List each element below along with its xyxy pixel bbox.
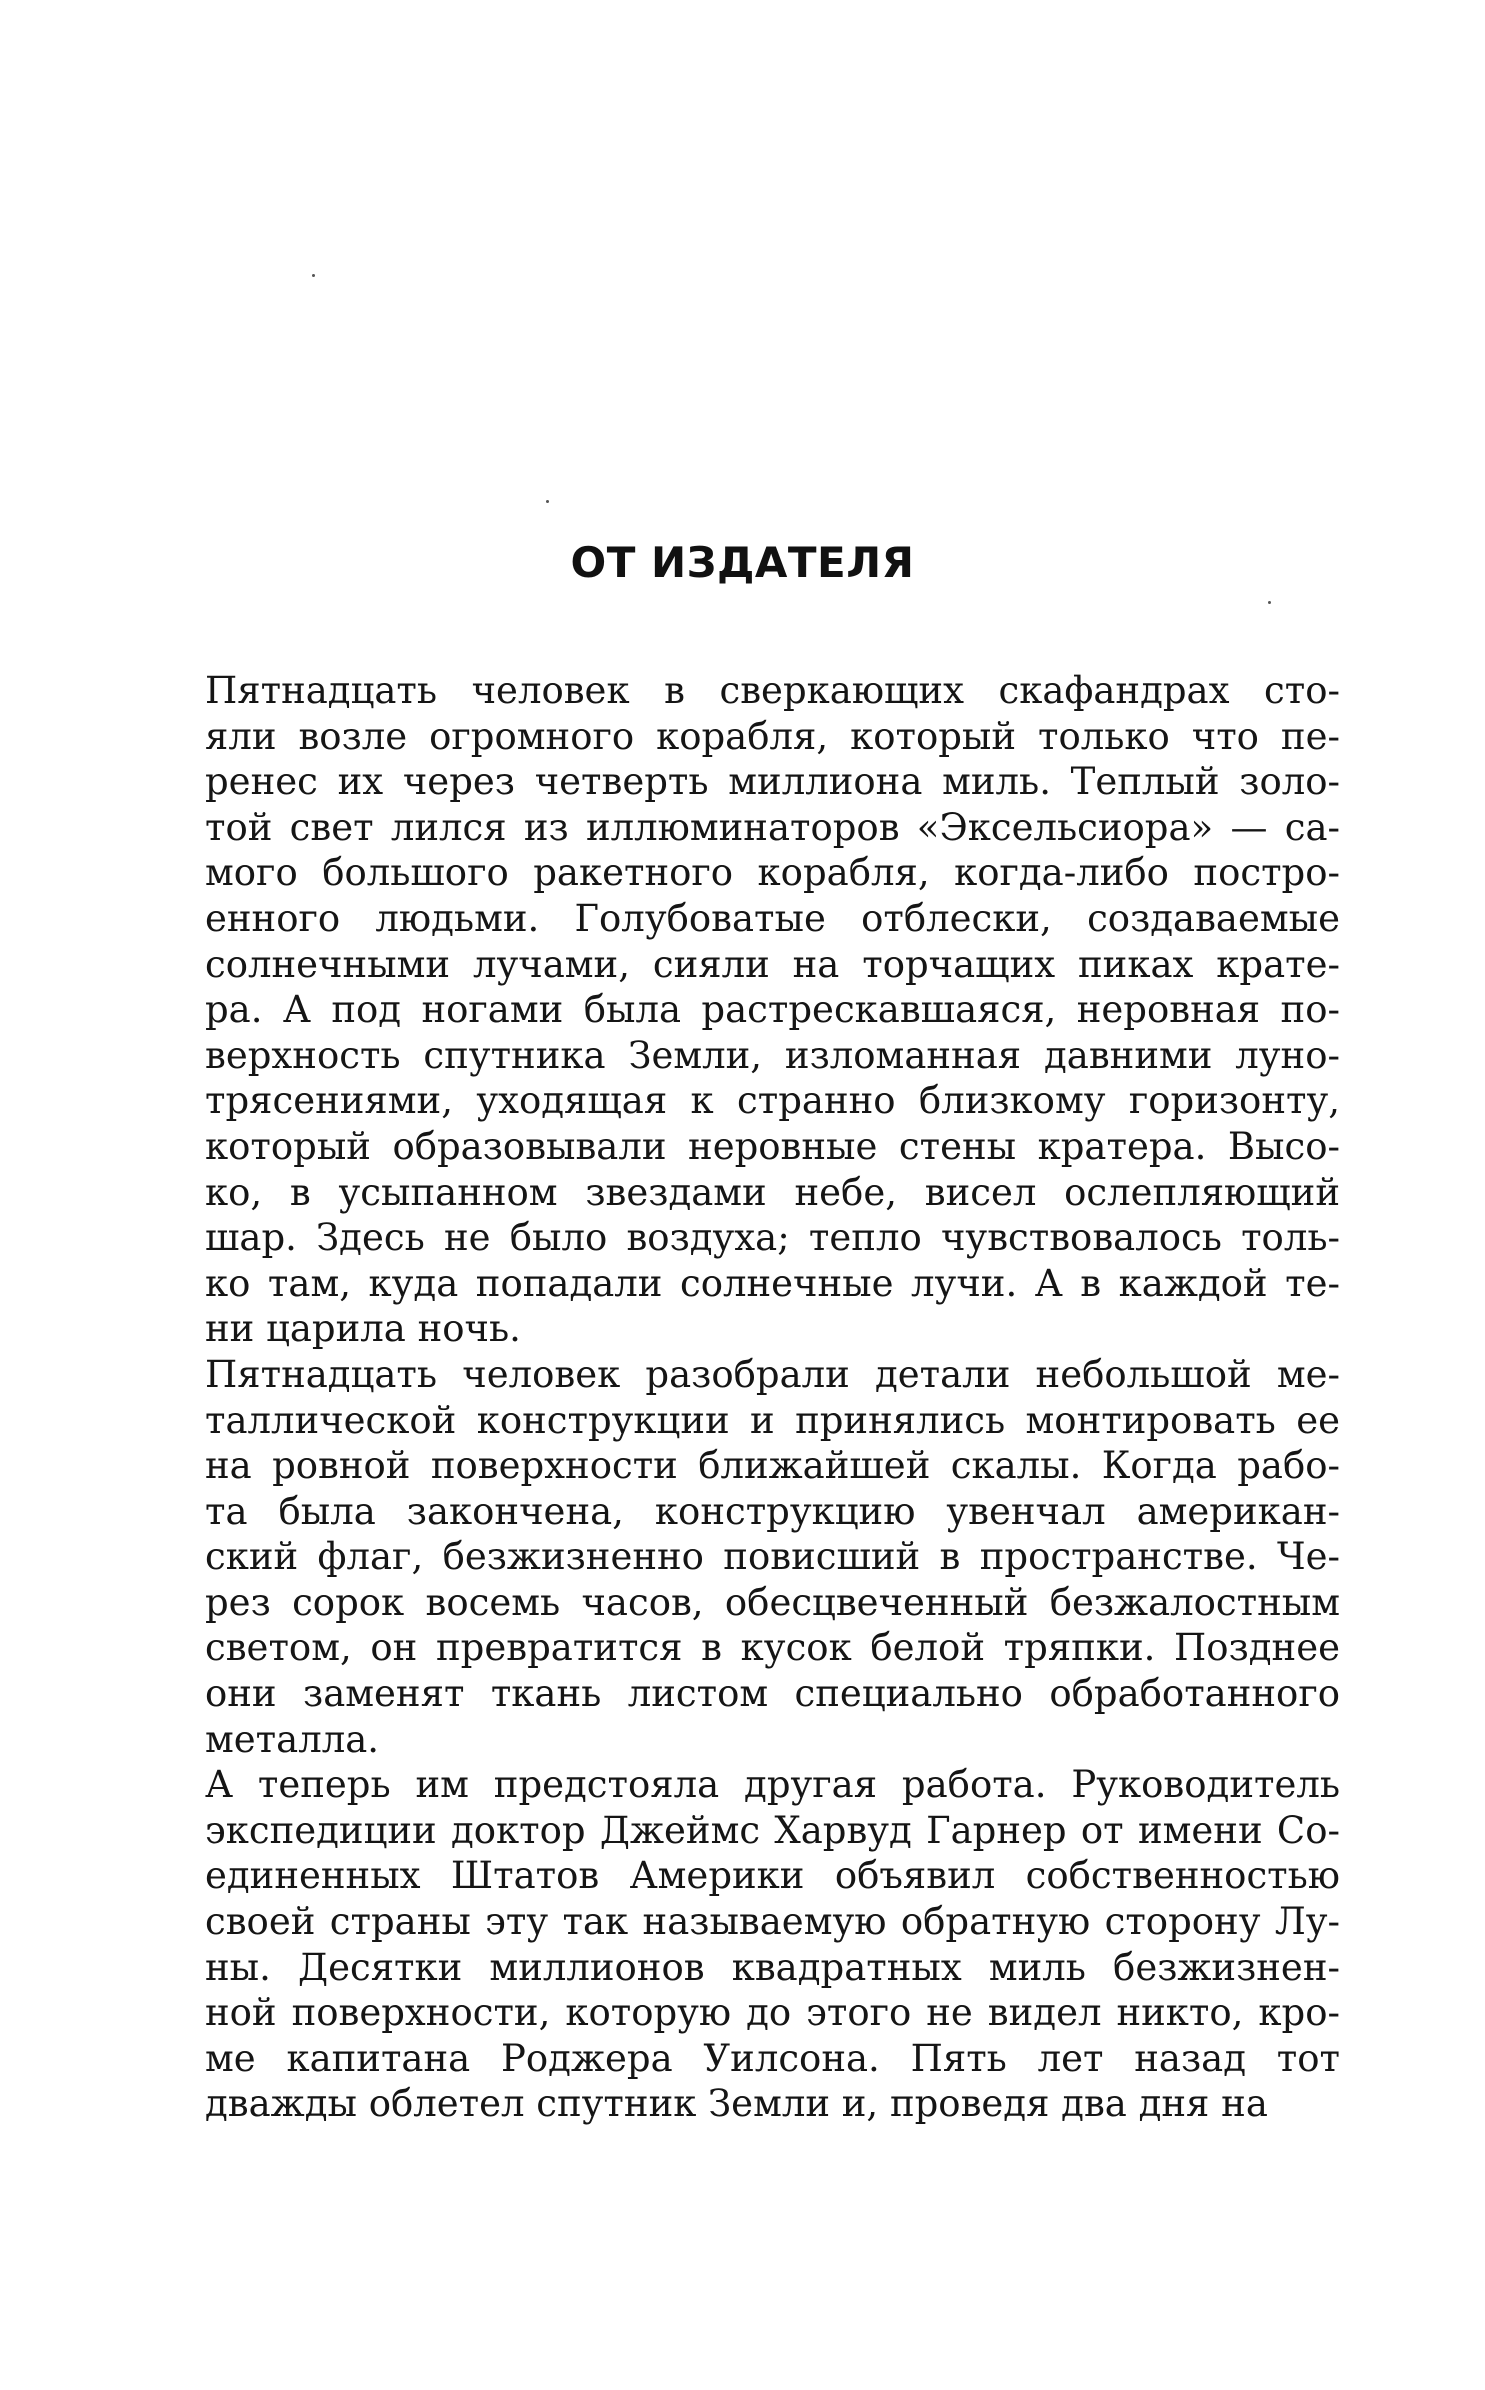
body-text [205, 668, 1340, 2127]
paragraph-line: они заменят ткань листом специально обработанного [205, 1672, 1340, 1716]
paragraph-line: ной поверхности, которую до этого не видел никто, кро- [205, 1991, 1340, 2035]
chapter-heading: ОТ ИЗДАТЕЛЯ [570, 538, 915, 587]
paragraph-line: ра. А под ногами была растрескавшаяся, неровная по- [205, 988, 1340, 1032]
paragraph-line: яли возле огромного корабля, который только что пе- [205, 714, 1340, 758]
scan-speck [1268, 601, 1271, 604]
paragraph-line: шар. Здесь не было воздуха; тепло чувствовалось толь- [205, 1216, 1340, 1260]
paragraph-line: экспедиции доктор Джеймс Харвуд Гарнер от имени Со- [205, 1808, 1340, 1852]
paragraph-line: верхность спутника Земли, изломанная давними луно- [205, 1033, 1340, 1077]
paragraph-line: ме капитана Роджера Уилсона. Пять лет назад тот [205, 2036, 1340, 2080]
paragraph-line: ский флаг, безжизненно повисший в пространстве. Че- [205, 1535, 1340, 1579]
paragraph-line: своей страны эту так называемую обратную сторону Лу- [205, 1900, 1340, 1944]
paragraph-line: единенных Штатов Америки объявил собственностью [205, 1854, 1340, 1898]
scan-speck [546, 500, 549, 503]
paragraph-line: рез сорок восемь часов, обесцвеченный безжалостным [205, 1580, 1340, 1624]
paragraph-line: светом, он превратится в кусок белой тряпки. Позднее [205, 1626, 1340, 1670]
paragraph-line: который образовывали неровные стены кратера. Высо- [205, 1124, 1340, 1168]
paragraph-line: ни царила ночь. [205, 1307, 521, 1351]
paragraph-line: трясениями, уходящая к странно близкому горизонту, [205, 1079, 1340, 1123]
paragraph-line: на ровной поверхности ближайшей скалы. Когда рабо- [205, 1444, 1340, 1488]
paragraph-line: мого большого ракетного корабля, когда-либо постро- [205, 851, 1340, 895]
paragraph-line: енного людьми. Голубоватые отблески, создаваемые [205, 896, 1340, 940]
paragraph-line: дважды облетел спутник Земли и, проведя два дня на [205, 2082, 1268, 2126]
paragraph-line: ко там, куда попадали солнечные лучи. А в каждой те- [205, 1261, 1340, 1305]
paragraph-first-line: Пятнадцать человек в сверкающих скафандрах сто- [205, 669, 1340, 712]
paragraph-line: таллической конструкции и принялись монтировать ее [205, 1398, 1340, 1442]
scan-speck [312, 274, 315, 277]
paragraph-first-line: Пятнадцать человек разобрали детали небольшой ме- [205, 1352, 1340, 1396]
paragraph-line: та была закончена, конструкцию увенчал американ- [205, 1489, 1340, 1533]
paragraph-line: той свет лился из иллюминаторов «Эксельсиора» — са- [205, 805, 1340, 849]
paragraph-first-line: А теперь им предстояла другая работа. Руководитель [205, 1763, 1340, 1807]
paragraph-line: солнечными лучами, сияли на торчащих пиках крате- [205, 942, 1340, 986]
paragraph-line: ко, в усыпанном звездами небе, висел ослепляющий [205, 1170, 1340, 1214]
paragraph-line: ренес их через четверть миллиона миль. Теплый золо- [205, 760, 1340, 804]
paragraph-line: ны. Десятки миллионов квадратных миль безжизнен- [205, 1945, 1340, 1989]
paragraph-line: металла. [205, 1717, 380, 1761]
